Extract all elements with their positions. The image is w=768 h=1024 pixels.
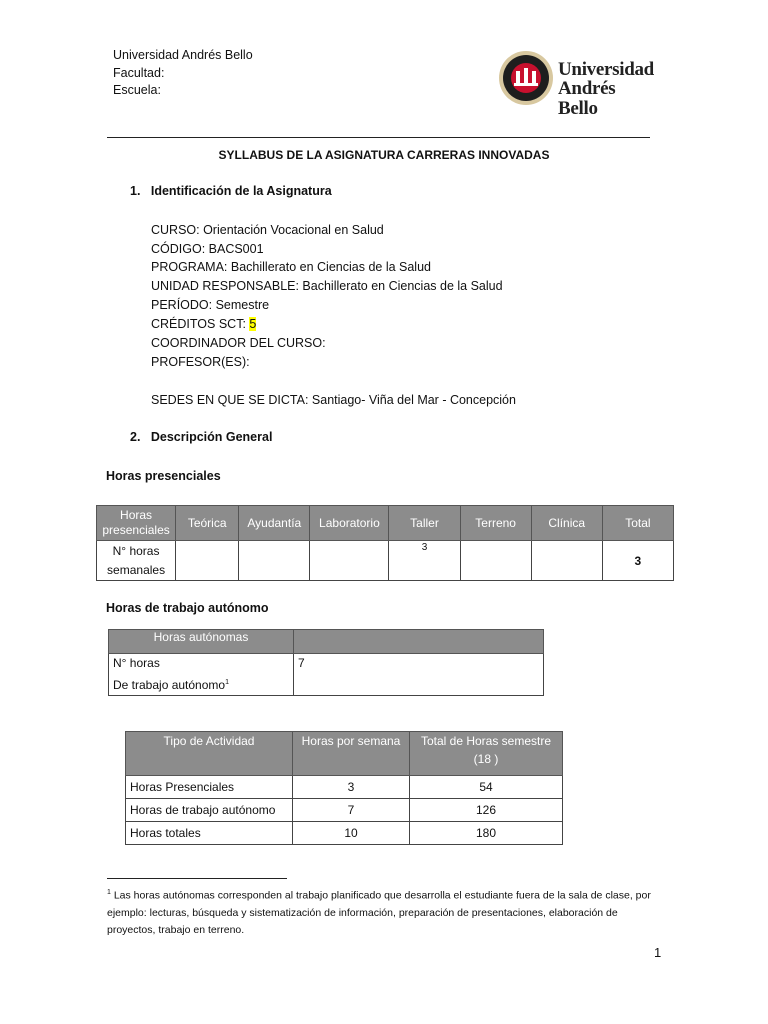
table-row (97, 541, 674, 581)
section1-heading: 1. Identificación de la Asignatura (130, 184, 332, 198)
table-header-cell: Terreno (460, 506, 531, 541)
table-header-cell: Teórica (176, 506, 239, 541)
table-cell: 54 (410, 776, 563, 799)
table-row (126, 799, 563, 822)
table-cell: Horas totales (126, 822, 293, 845)
field-coordinador: COORDINADOR DEL CURSO: (151, 336, 326, 350)
section2-heading: 2. Descripción General (130, 430, 273, 444)
creditos-value: 5 (249, 317, 257, 331)
table-cell: 180 (410, 822, 563, 845)
horas-presenciales-title: Horas presenciales (106, 469, 221, 483)
table-header-cell: Taller (389, 506, 460, 541)
field-creditos (151, 315, 256, 334)
table-cell: Horas de trabajo autónomo (126, 799, 293, 822)
table-row-label: N° horas semanales (97, 541, 176, 581)
logo-text-line2: Andrés Bello (558, 78, 616, 119)
footnote-body: Las horas autónomas corresponden al trabajo planificado que desarrolla el estudiante fuera de la sala de clase, por ejemplo: lecturas, búsqueda y sistematización de información, preparación de presentaciones, elaboración de proyectos, trabajo en terreno. (107, 889, 651, 936)
table-cell: 10 (293, 822, 410, 845)
creditos-label: CRÉDITOS SCT: (151, 317, 250, 331)
table-header-row (109, 630, 544, 654)
table-cell: 126 (410, 799, 563, 822)
horas-presenciales-table (96, 505, 674, 581)
field-periodo: PERÍODO: Semestre (151, 298, 270, 312)
table-row (126, 822, 563, 845)
escuela-label: Escuela: (113, 83, 161, 97)
table-cell (176, 541, 239, 581)
autonomo-title: Horas de trabajo autónomo (106, 601, 269, 615)
footnote-mark: 1 (107, 889, 111, 896)
table-header-cell (294, 630, 544, 654)
table-header-cell: Total de Horas semestre (18 ) (410, 732, 563, 776)
footnote-divider (107, 878, 287, 879)
table-header-cell: Horas presenciales (97, 506, 176, 541)
table-cell-total: 3 (602, 541, 673, 581)
table-cell (239, 541, 310, 581)
field-codigo: CÓDIGO: BACS001 (151, 242, 264, 256)
table-header-cell: Horas autónomas (109, 630, 294, 654)
logo-text-line1: Universidad (558, 59, 654, 80)
page-number: 1 (654, 945, 662, 960)
table-row (126, 776, 563, 799)
university-logo (498, 44, 658, 119)
table-header-cell: Ayudantía (239, 506, 310, 541)
table-row (109, 654, 544, 696)
horas-autonomas-table (108, 629, 544, 696)
page-title: SYLLABUS DE LA ASIGNATURA CARRERAS INNOVADAS (218, 148, 550, 162)
table-cell (460, 541, 531, 581)
table-cell: Horas Presenciales (126, 776, 293, 799)
table-cell: 7 (293, 799, 410, 822)
field-sedes: SEDES EN QUE SE DICTA: Santiago- Viña del Mar - Concepción (151, 393, 516, 407)
table-cell: 3 (389, 541, 460, 581)
tipo-actividad-table (125, 731, 563, 845)
table-header-cell: Laboratorio (310, 506, 389, 541)
logo-emblem-icon (498, 44, 554, 112)
header-divider (107, 137, 650, 138)
table-cell (531, 541, 602, 581)
table-cell (310, 541, 389, 581)
table-header-row (97, 506, 674, 541)
row-label-line2: De trabajo autónomo (113, 678, 226, 692)
table-cell: 3 (293, 776, 410, 799)
table-header-row (126, 732, 563, 776)
table-row-label (109, 654, 294, 696)
field-unidad: UNIDAD RESPONSABLE: Bachillerato en Ciencias de la Salud (151, 279, 503, 293)
footnote-ref: 1 (225, 679, 229, 686)
table-header-cell: Tipo de Actividad (126, 732, 293, 776)
field-programa: PROGRAMA: Bachillerato en Ciencias de la Salud (151, 260, 431, 274)
table-header-cell: Total (602, 506, 673, 541)
table-header-cell: Clínica (531, 506, 602, 541)
footnote-text (107, 884, 655, 939)
university-name: Universidad Andrés Bello (113, 48, 253, 62)
table-header-cell: Horas por semana (293, 732, 410, 776)
table-cell: 7 (294, 654, 544, 696)
field-profesor: PROFESOR(ES): (151, 355, 250, 369)
field-curso: CURSO: Orientación Vocacional en Salud (151, 223, 384, 237)
facultad-label: Facultad: (113, 66, 165, 80)
row-label-line1: N° horas (113, 656, 160, 670)
